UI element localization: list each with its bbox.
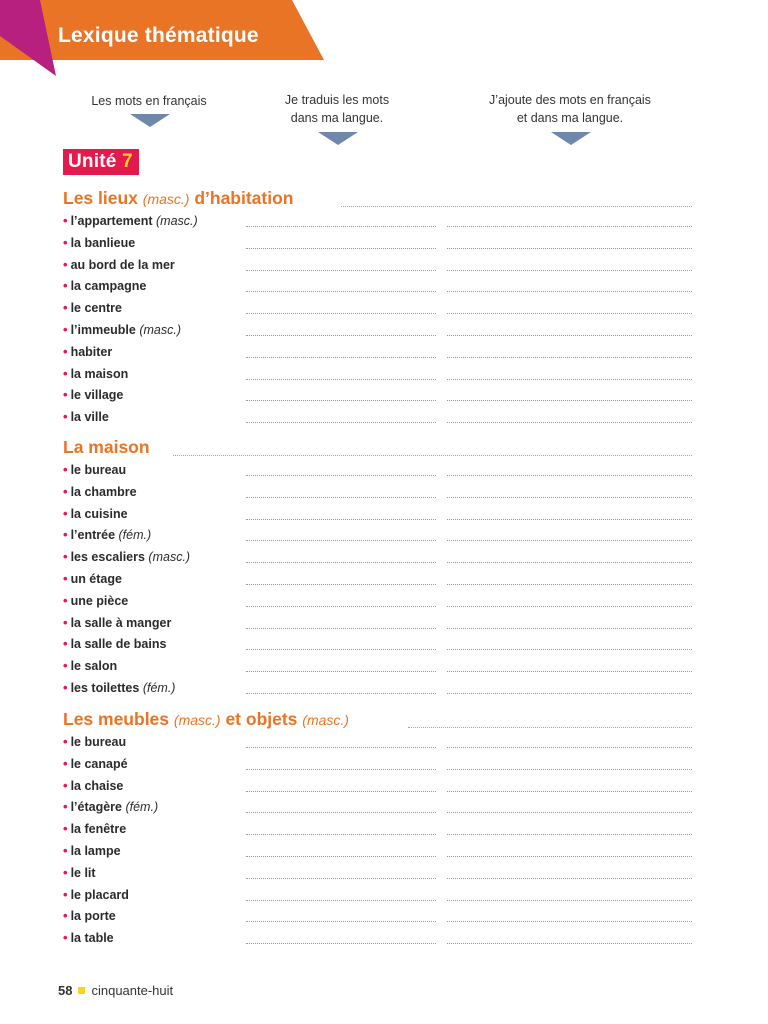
translation-line[interactable] [246,921,436,922]
vocab-word: le centre [70,301,122,316]
extra-words-line[interactable] [447,313,692,314]
extra-words-line[interactable] [447,606,692,607]
bullet-icon: • [63,322,68,337]
translation-line[interactable] [246,856,436,857]
vocab-word: la lampe [70,844,121,858]
extra-words-line[interactable] [447,769,692,770]
extra-words-line[interactable] [447,628,692,629]
list-item [63,235,135,250]
section-title-note: (masc.) [302,712,349,728]
list-item [63,756,128,771]
vocab-gender-note: (fém.) [118,528,152,543]
vocab-word: la campagne [70,279,147,294]
translation-line[interactable] [246,475,436,476]
section-title-line [408,727,692,728]
translation-line[interactable] [246,379,436,380]
extra-words-line[interactable] [447,540,692,541]
list-item [63,409,109,424]
unit-badge [63,149,139,175]
translation-line[interactable] [246,270,436,271]
vocab-word: la salle à manger [70,615,172,630]
translation-line[interactable] [246,335,436,336]
vocab-word: l’immeuble [70,323,136,337]
translation-line[interactable] [246,291,436,292]
extra-words-line[interactable] [447,226,692,227]
bullet-icon: • [63,908,68,924]
extra-words-line[interactable] [447,834,692,835]
vocab-gender-note: (fém.) [142,681,176,695]
page-title: Lexique thématique [58,24,259,47]
list-item [63,658,117,673]
translation-line[interactable] [246,357,436,358]
section-title-main: Les lieux [63,188,138,208]
vocab-word: la banlieue [70,235,136,250]
list-item [63,887,129,902]
extra-words-line[interactable] [447,671,692,672]
list-item [63,387,123,402]
bullet-icon: • [63,864,68,880]
translation-line[interactable] [246,943,436,944]
vocab-word: la fenêtre [70,822,127,837]
list-item [63,843,121,858]
vocab-word: les escaliers [70,550,145,565]
list-item [63,930,114,945]
translation-line[interactable] [246,693,436,694]
translation-line[interactable] [246,834,436,835]
list-item [63,344,112,359]
translation-line[interactable] [246,497,436,498]
bullet-icon: • [63,886,68,902]
extra-words-line[interactable] [447,747,692,748]
arrow-down-icon [318,132,358,145]
vocab-gender-note: (masc.) [156,214,198,228]
page-footer [58,983,173,998]
vocab-word: la salle de bains [70,637,167,652]
extra-words-line[interactable] [447,519,692,520]
vocab-word: l’entrée [70,528,116,543]
section-title-line [341,206,692,207]
vocab-word: le lit [70,865,96,880]
bullet-icon: • [63,636,68,652]
list-item [63,366,128,381]
vocab-word: au bord de la mer [70,257,175,272]
bullet-icon: • [63,777,68,793]
section-title-line [173,455,692,456]
bullet-icon: • [63,821,68,837]
bullet-icon: • [63,462,68,477]
translation-line[interactable] [246,584,436,585]
vocab-gender-note: (fém.) [125,800,159,815]
vocab-word: le bureau [70,735,127,749]
vocab-word: la chaise [70,778,124,793]
list-item [63,593,128,608]
bullet-icon: • [63,843,68,858]
list-item [63,778,123,793]
extra-words-line[interactable] [447,270,692,271]
list-item [63,821,126,836]
vocab-gender-note: (masc.) [148,550,191,565]
yellow-square-icon [78,987,85,994]
bullet-icon: • [63,505,68,521]
section-title [63,709,349,730]
translation-line[interactable] [246,671,436,672]
list-item [63,549,190,564]
bullet-icon: • [63,658,68,674]
translation-line[interactable] [246,769,436,770]
vocab-word: un étage [70,572,122,586]
translation-line[interactable] [246,649,436,650]
section-title-note: (masc.) [173,712,221,728]
section-title-rest: et objets [225,709,298,729]
bullet-icon: • [63,387,68,403]
vocab-word: la maison [70,366,129,381]
list-item [63,506,128,521]
vocab-word: le placard [70,887,129,902]
bullet-icon: • [63,592,68,608]
page-number: 58 [58,983,73,998]
extra-words-line[interactable] [447,291,692,292]
extra-words-line[interactable] [447,856,692,857]
translation-line[interactable] [246,878,436,879]
section-title [63,188,293,209]
list-item [63,680,175,695]
list-item [63,462,126,477]
translation-line[interactable] [246,422,436,423]
unit-number: 7 [121,151,133,172]
bullet-icon: • [63,799,68,815]
list-item [63,615,171,630]
bullet-icon: • [63,256,68,272]
column-header-add-words: J’ajoute des mots en français et dans ma langue. [489,93,651,125]
vocab-word: le bureau [70,463,127,477]
translation-line[interactable] [246,248,436,249]
extra-words-line[interactable] [447,248,692,249]
arrow-down-icon [130,114,170,127]
bullet-icon: • [63,343,68,359]
list-item [63,278,146,293]
bullet-icon: • [63,571,68,586]
translation-line[interactable] [246,812,436,813]
extra-words-line[interactable] [447,943,692,944]
section-title-rest: d’habitation [194,188,294,208]
bullet-icon: • [63,234,68,250]
extra-words-line[interactable] [447,921,692,922]
translation-line[interactable] [246,791,436,792]
vocab-word: les toilettes [70,681,140,695]
bullet-icon: • [63,734,68,749]
translation-line[interactable] [246,540,436,541]
vocab-gender-note: (masc.) [139,323,182,337]
bullet-icon: • [63,483,68,499]
extra-words-line[interactable] [447,693,692,694]
vocab-word: l’étagère [70,800,122,815]
translation-line[interactable] [246,747,436,748]
bullet-icon: • [63,755,68,771]
arrow-down-icon [551,132,591,145]
extra-words-line[interactable] [447,335,692,336]
list-item [63,484,137,499]
list-item [63,799,158,814]
list-item [63,213,198,228]
extra-words-line[interactable] [447,422,692,423]
extra-words-line[interactable] [447,584,692,585]
list-item [63,908,116,923]
vocab-word: le village [70,388,124,403]
bullet-icon: • [63,300,68,316]
list-item [63,527,151,542]
bullet-icon: • [63,614,68,630]
list-item [63,636,166,651]
extra-words-line[interactable] [447,400,692,401]
column-header-translate: Je traduis les mots dans ma langue. [284,93,390,125]
vocab-word: la ville [70,410,109,425]
vocab-word: la chambre [70,484,137,499]
translation-line[interactable] [246,900,436,901]
translation-line[interactable] [246,606,436,607]
list-item [63,865,96,880]
vocab-word: le canapé [70,756,128,771]
extra-words-line[interactable] [447,649,692,650]
section-title-main: La maison [63,437,150,457]
vocab-word: la table [70,931,114,946]
bullet-icon: • [63,549,68,565]
translation-line[interactable] [246,400,436,401]
bullet-icon: • [63,680,68,695]
list-item [63,571,122,586]
extra-words-line[interactable] [447,812,692,813]
unit-label: Unité [68,151,117,172]
bullet-icon: • [63,409,68,425]
extra-words-line[interactable] [447,357,692,358]
list-item [63,257,175,272]
vocab-word: une pièce [70,593,129,608]
translation-line[interactable] [246,226,436,227]
section-title-main: Les meubles [63,709,170,729]
list-item [63,300,122,315]
page-number-words: cinquante-huit [91,983,174,998]
translation-line[interactable] [246,519,436,520]
translation-line[interactable] [246,628,436,629]
vocab-word: la cuisine [70,506,128,521]
extra-words-line[interactable] [447,562,692,563]
bullet-icon: • [63,365,68,381]
bullet-icon: • [63,930,68,946]
list-item [63,322,181,337]
vocab-word: la porte [70,909,116,924]
vocab-word: le salon [70,659,118,674]
section-title-note: (masc.) [142,191,190,207]
column-header-french: Les mots en français [91,94,207,108]
extra-words-line[interactable] [447,497,692,498]
extra-words-line[interactable] [447,379,692,380]
section-title [63,437,150,458]
vocab-word: l’appartement [70,214,153,228]
bullet-icon: • [63,278,68,294]
translation-line[interactable] [246,562,436,563]
extra-words-line[interactable] [447,900,692,901]
vocab-word: habiter [70,344,113,359]
translation-line[interactable] [246,313,436,314]
extra-words-line[interactable] [447,791,692,792]
bullet-icon: • [63,527,68,543]
extra-words-line[interactable] [447,475,692,476]
bullet-icon: • [63,213,68,228]
extra-words-line[interactable] [447,878,692,879]
list-item [63,734,126,749]
